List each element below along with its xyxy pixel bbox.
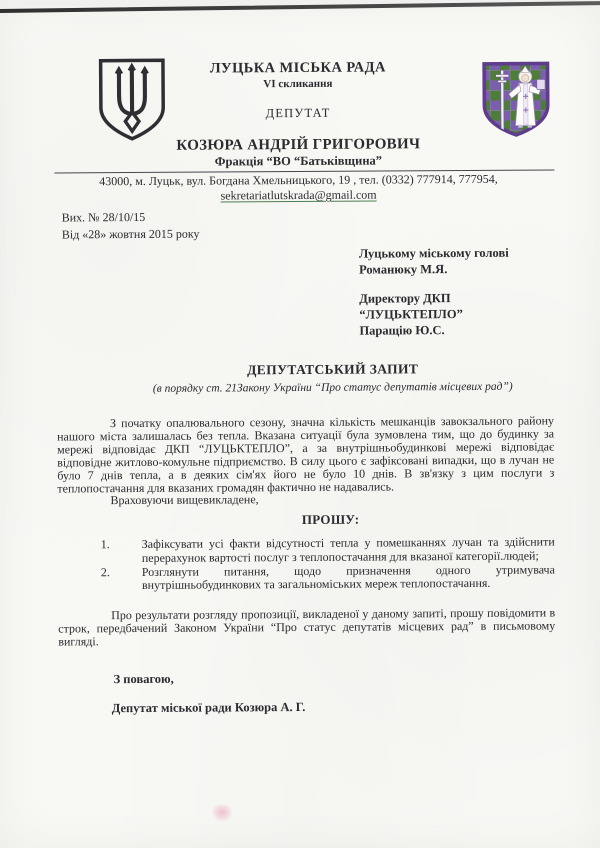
request-list <box>101 536 555 593</box>
address-line: 43000, м. Луцьк, вул. Богдана Хмельницького, 19 , тел. (0332) 777914, 777954, <box>99 171 498 189</box>
deputy-role: ДЕПУТАТ <box>265 105 331 121</box>
addressee-name: Романюку М.Я. <box>359 262 448 277</box>
addressee-director <box>359 289 553 338</box>
addressee-block <box>359 244 554 338</box>
request-item <box>101 563 555 592</box>
email-line <box>0 186 599 205</box>
request-number: 2. <box>100 565 110 580</box>
doc-title: ДЕПУТАТСЬКИЙ ЗАПИТ <box>247 361 419 378</box>
reference-block <box>62 206 599 242</box>
fraction: Фракція “ВО “Батьківщина” <box>214 153 383 169</box>
signature-line: Депутат міської ради Козюра А. Г. <box>111 699 306 716</box>
ref-date: Від «28» жовтня 2015 року <box>61 226 200 241</box>
deputy-name: КОЗЮРА АНДРІЙ ГРИГОРОВИЧ <box>176 136 421 154</box>
closing-text <box>58 607 555 649</box>
ref-number: Вих. № 28/10/15 <box>61 209 146 225</box>
addressee-title: Луцькому міському голові <box>358 245 509 261</box>
request-text: Зафіксувати усі факти відсутності тепла у помешканнях лучан та здійснити перерахунок вартості послуг з теплопостачання для вказаної категорії.людей; <box>141 534 555 565</box>
ukraine-trident-emblem-icon <box>94 57 171 143</box>
org-name: ЛУЦЬКА МІСЬКА РАДА <box>209 59 386 77</box>
addressee-title: Директору ДКП “ЛУЦЬКТЕПЛО” <box>359 291 463 322</box>
pink-ink-smudge <box>211 804 233 823</box>
body-text <box>57 414 554 494</box>
body-paragraph: З початку опалювального сезону, значна кількість мешканців завокзального району нашого міста залишалась без тепла. Вказана ситуації була зумовлена тим, що до будинку за мережі відповідає ДКП “ЛУЦЬКТЕПЛО”, а за внутрішньобудинкові мережі відповідає відповідне житлово-комульне підприємство. В силу цього є зафіксовані випадки, що в лучан не було 7 днів тепла, а в деяких сім'ях його не було 10 днів. В зв'язку з цим послуги з теплопостачання для вказаних громадян фактично не надавались. <box>57 413 555 496</box>
title-block <box>0 360 600 397</box>
lutsk-coat-of-arms-icon <box>480 58 552 140</box>
email-address: sekretariatlutskrada@gmail.com <box>220 187 377 203</box>
addressee-mayor <box>359 244 553 277</box>
addressee-name: Паращію Ю.С. <box>359 323 445 338</box>
request-number: 1. <box>100 537 110 552</box>
request-item <box>101 536 555 565</box>
convocation: VI скликання <box>263 77 333 91</box>
closing-paragraph: Про результати розгляду пропозиції, викладеної у даному запиті, прошу повідомити в строк, передбачений Законом України “Про статус депутатів місцевих рад” в письмовому вигляді. <box>58 605 556 649</box>
doc-subtitle: (в порядку ст. 21Закону України “Про статус депутатів місцевих рад”) <box>152 380 513 395</box>
regards-line: З повагою, <box>113 671 174 687</box>
request-text: Розглянути питання, щодо призначення одного утримувача внутрішньобудинкових та загальноміських мереж теплопостачання. <box>141 562 555 593</box>
request-heading: ПРОШУ: <box>301 512 360 528</box>
considering-line: Враховуючи вищевикладене, <box>110 492 259 508</box>
